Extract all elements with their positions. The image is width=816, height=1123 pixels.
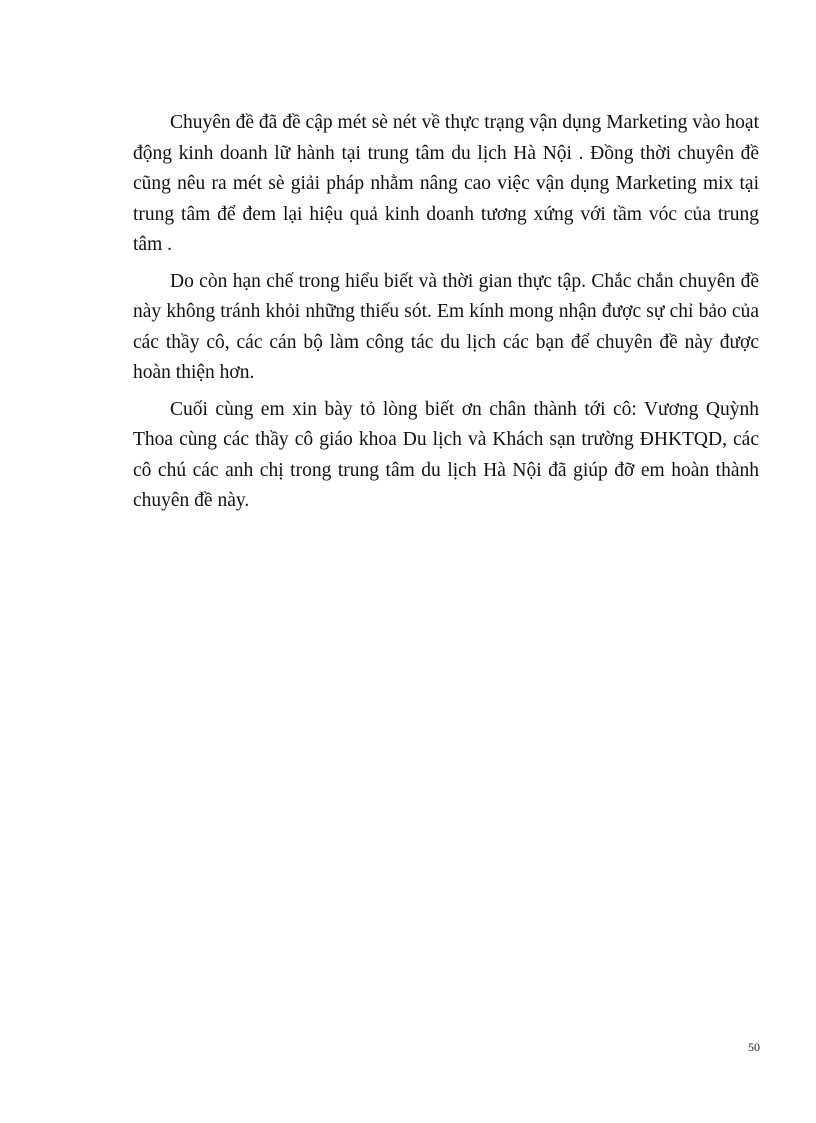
page-number: 50 [748,1040,760,1054]
paragraph-limitations: Do còn hạn chế trong hiểu biết và thời gian thực tập. Chắc chắn chuyên đề này không tránh khỏi những thiếu sót. Em kính mong nhận được sự chỉ bảo của các thầy cô, các cán bộ làm công tác du lịch các bạn để chuyên đề này được hoàn thiện hơn. [133,270,759,383]
paragraph-summary: Chuyên đề đã đề cập mét sè nét về thực trạng vận dụng Marketing vào hoạt động kinh doanh lữ hành tại trung tâm du lịch Hà Nội . Đồng thời chuyên đề cũng nêu ra mét sè giải pháp nhằm nâng cao việc vận dụng Marketing mix tại trung tâm để đem lại hiệu quả kinh doanh tương xứng với tầm vóc của trung tâm . [133,112,759,255]
paragraph-acknowledgements: Cuối cùng em xin bày tỏ lòng biết ơn chân thành tới cô: Vương Quỳnh Thoa cùng các thầy cô giáo khoa Du lịch và Khách sạn trường ĐHKTQD, các cô chú các anh chị trong trung tâm du lịch Hà Nội đã giúp đỡ em hoàn thành chuyên đề này. [133,398,759,511]
document-body [133,108,759,523]
